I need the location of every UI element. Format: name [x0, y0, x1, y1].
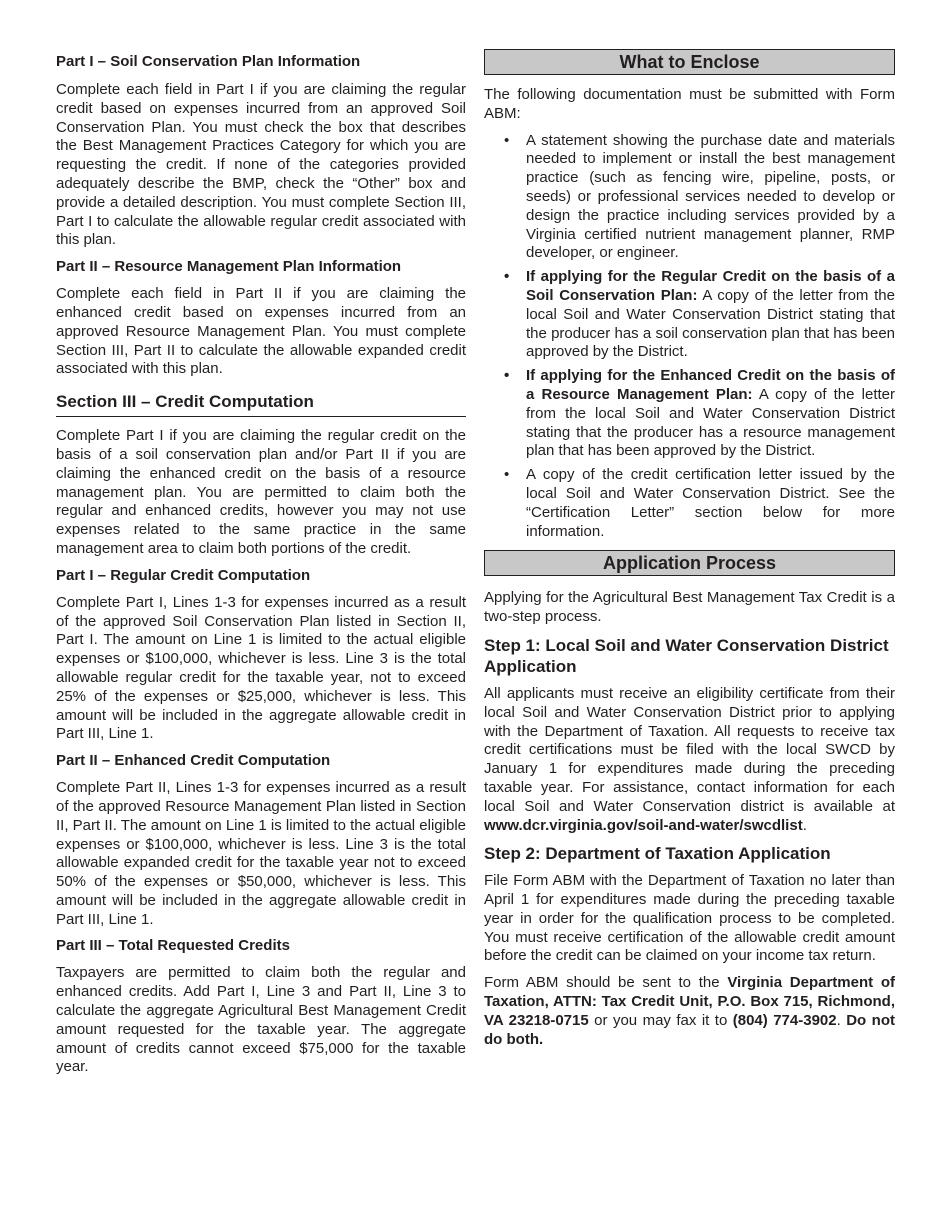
part3-total-body: Taxpayers are permitted to claim both the regular and enhanced credits. Add Part I, Line 3 and Part II, Line 3 to calculate the aggregate Agricultural Best Management Credit amount requested for the taxable year. The aggregate amount of credits cannot exceed $75,000 for the taxable year. [56, 964, 466, 1076]
right-column [484, 49, 895, 1049]
enclose-bullet-3-text: A copy of the letter from the local Soil and Water Conservation District stating that the producer has a resource management plan that has been approved by the District. [526, 385, 895, 460]
list-item [484, 132, 895, 264]
enclose-bullet-2-text: A copy of the letter from the local Soil and Water Conservation District stating that the producer has a soil conservation plan that has been approved by the District. [526, 286, 895, 361]
enclose-bullet-3-bold: If applying for the Enhanced Credit on the basis of a Resource Management Plan: [526, 367, 895, 403]
bullet-icon: • [504, 466, 510, 484]
application-process-heading: Application Process [484, 550, 895, 576]
enclose-list [484, 132, 895, 542]
send-pre: Form ABM should be sent to the [484, 974, 728, 992]
list-item [484, 367, 895, 461]
send-mid: or you may fax it to [588, 1011, 733, 1029]
list-item [484, 466, 895, 541]
part1-regular-body: Complete Part I, Lines 1-3 for expenses incurred as a result of the approved Soil Conservation Plan listed in Section II, Part I. The amount on Line 1 is limited to the actual eligible expenses or $100,000, whichever is less. Line 3 is the total allowable regular credit for the taxable year, not to exceed 25% of the expenses or $25,000, whichever is less. This amount will be included in the aggregate allowable credit in Part III, Line 1. [56, 593, 466, 743]
mailing-address: Virginia Department of Taxation, ATTN: Tax Credit Unit, P.O. Box 715, Richmond, VA 23218-0715 [484, 974, 895, 1029]
step2-heading: Step 2: Department of Taxation Application [484, 844, 831, 864]
section3-body: Complete Part I if you are claiming the regular credit on the basis of a soil conservation plan and/or Part II if you are claiming the enhanced credit on the basis of a resource management plan. You are permitted to claim both the regular and enhanced credits, however you may not use expenses related to the same practice in the same management area to claim both portions of the credit. [56, 427, 466, 557]
step1-heading: Step 1: Local Soil and Water Conservation District Application [484, 635, 889, 676]
what-to-enclose-heading: What to Enclose [484, 49, 895, 75]
step1-body [484, 685, 895, 835]
fax-number: (804) 774-3902 [732, 1011, 837, 1029]
swcd-list-link[interactable]: www.dcr.virginia.gov/soil-and-water/swcdlist [484, 816, 803, 834]
bullet-icon: • [504, 131, 510, 149]
enclose-bullet-2-bold: If applying for the Regular Credit on the basis of a Soil Conservation Plan: [526, 268, 895, 304]
application-intro: Applying for the Agricultural Best Management Tax Credit is a two-step process. [484, 589, 895, 626]
bullet-icon: • [504, 367, 510, 385]
step1-period: . [802, 816, 807, 834]
send-instructions [484, 974, 895, 1049]
part3-total-heading: Part III – Total Requested Credits [56, 937, 290, 955]
section3-heading: Section III – Credit Computation [56, 392, 466, 417]
step1-text: All applicants must receive an eligibility certificate from their local Soil and Water Conservation District prior to applying with the Department of Taxation. All requests to receive tax credit certifications must be filed with the local SWCD by January 1 for expenditures made during the preceding taxable year. For assistance, contact information for each local Soil and Water Conservation district is available at [484, 684, 895, 815]
part1-soil-heading: Part I – Soil Conservation Plan Information [56, 53, 361, 70]
part1-soil-body: Complete each field in Part I if you are claiming the regular credit based on expenses incurred from an approved Soil Conservation Plan. You must check the box that describes the Best Management Practices Category for which you are requesting the credit. If none of the categories provided adequately describe the BMP, check the “Other” box and provide a detailed description. You must complete Section III, Part I to calculate the allowable regular credit associated with this plan. [56, 81, 466, 249]
left-column [56, 49, 466, 1077]
list-item [484, 268, 895, 362]
bullet-icon: • [504, 268, 510, 286]
enclose-bullet-1: A statement showing the purchase date and materials needed to implement or install the best management practice (such as fencing wire, pipeline, posts, or seeds) or professional services needed to develop or design the practice including services provided by a Virginia certified nutrient management planner, RMP developer, or engineer. [526, 131, 895, 262]
enclose-bullet-4: A copy of the credit certification letter issued by the local Soil and Water Conservation District. See the “Certification Letter” section below for more information. [526, 466, 895, 540]
do-not-do-both: Do not do both. [484, 1011, 895, 1048]
part2-resource-heading: Part II – Resource Management Plan Information [56, 258, 402, 276]
part1-regular-heading: Part I – Regular Credit Computation [56, 566, 311, 584]
step2-body: File Form ABM with the Department of Taxation no later than April 1 for expenditures made during the preceding taxable year in order for the qualification process to be completed. You must receive certification of the allowable credit amount before the credit can be claimed on your income tax return. [484, 872, 895, 965]
part2-enhanced-heading: Part II – Enhanced Credit Computation [56, 752, 331, 770]
enclose-intro: The following documentation must be submitted with Form ABM: [484, 86, 895, 122]
part2-enhanced-body: Complete Part II, Lines 1-3 for expenses incurred as a result of the approved Resource Management Plan listed in Section II, Part II. The amount on Line 1 is limited to the actual eligible expenses or $100,000, whichever is less. Line 3 is the total allowable expanded credit for the taxable year not to exceed 50% of the expenses or $50,000, whichever is less. This amount will be included in the aggregate allowable credit in Part III, Line 1. [56, 779, 466, 928]
send-dot: . [836, 1011, 847, 1029]
part2-resource-body: Complete each field in Part II if you are claiming the enhanced credit based on expenses incurred from an approved Resource Management Plan. You must complete Section III, Part II to calculate the allowable expanded credit associated with this plan. [56, 285, 466, 378]
